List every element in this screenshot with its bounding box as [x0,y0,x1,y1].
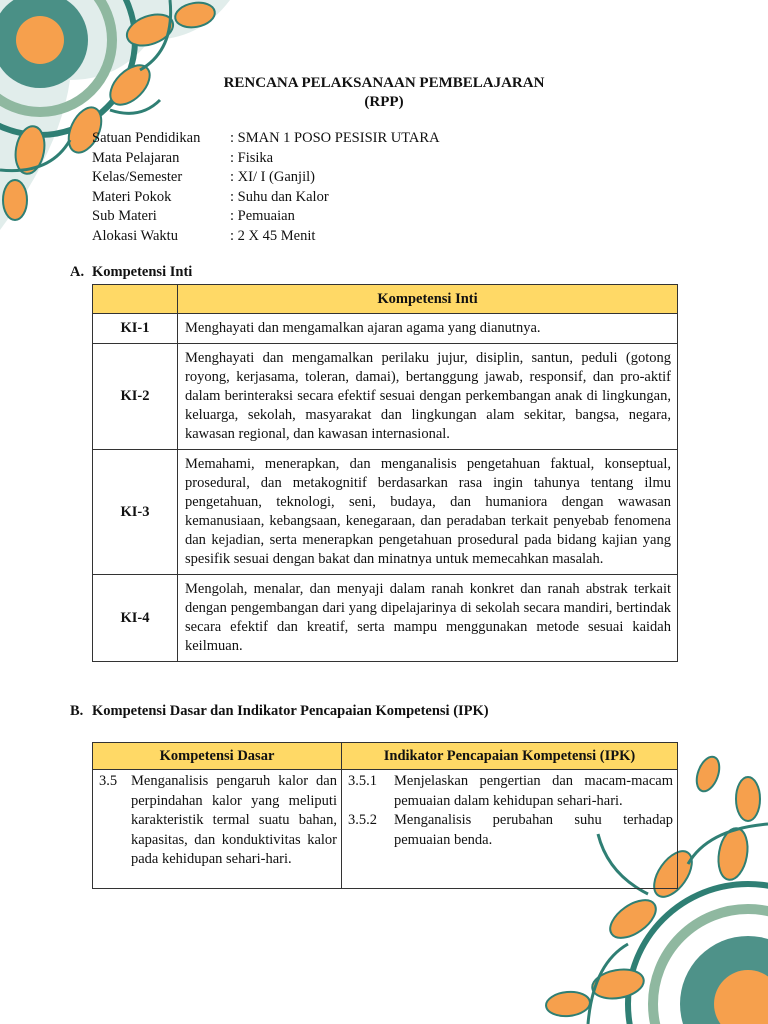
document-title: RENCANA PELAKSANAAN PEMBELAJARAN [223,75,545,91]
kd-ipk-table [92,742,678,889]
ki-description: Menghayati dan mengamalkan ajaran agama yang dianutnya. [178,314,678,344]
section-letter: B. [70,703,84,719]
table-header: Kompetensi Inti [178,285,678,314]
identity-row [92,207,440,227]
kd-text: Menganalisis pengaruh kalor dan perpindahan kalor yang meliputi karakteristik termal suatu bahan, kapasitas, dan konduktivitas kalor pada kehidupan sehari-hari. [131,773,337,867]
identity-label: Kelas/Semester [92,169,183,185]
table-row [93,344,678,450]
identity-row [92,227,440,247]
section-title: Kompetensi Dasar dan Indikator Pencapaian Kompetensi (IPK) [92,703,489,719]
identity-block [92,129,440,246]
identity-value: : Fisika [230,149,274,166]
identity-value: : SMAN 1 POSO PESISIR UTARA [230,130,440,146]
identity-value: : Pemuaian [230,208,295,224]
section-title: Kompetensi Inti [92,264,193,280]
kd-item [99,772,337,870]
kd-cell [93,770,342,889]
identity-row [92,188,440,208]
identity-row [92,149,440,169]
ki-label: KI-3 [93,450,178,575]
identity-label: Alokasi Waktu [92,227,178,244]
identity-row [92,129,440,149]
ki-description: Menghayati dan mengamalkan perilaku jujur, disiplin, santun, peduli (gotong royong, kerjasama, toleran, damai), bertanggung jawab, responsif, dan pro-aktif dalam berinteraksi secara efektif sesuai dengan perkembangan anak di lingkungan, keluarga, sekolah, masyarakat dan lingkungan alam sekitar, bangsa, negara, kawasan regional, dan kawasan internasional. [178,344,678,450]
section-b-heading [70,703,489,720]
identity-value: : 2 X 45 Menit [230,227,316,244]
identity-label: Mata Pelajaran [92,149,180,166]
section-a-heading [70,264,192,281]
section-letter: A. [70,264,85,280]
identity-label: Satuan Pendidikan [92,130,201,146]
ipk-item [348,811,673,850]
kd-number: 3.5 [99,773,118,789]
ki-label: KI-2 [93,344,178,450]
ki-description: Memahami, menerapkan, dan menganalisis pengetahuan faktual, konseptual, prosedural, dan metakognitif berdasarkan rasa ingin tahunya tentang ilmu pengetahuan, teknologi, seni, budaya, dan humaniora dengan wawasan kemanusiaan, kebangsaan, kenegaraan, dan peradaban terkait penyebab fenomena dan kejadian, serta menerapkan pengetahuan prosedural pada bidang kajian yang spesifik sesuai dengan bakat dan minatnya untuk memecahkan masalah. [178,450,678,575]
ipk-text: Menganalisis perubahan suhu terhadap pemuaian benda. [394,812,673,848]
table-header-ipk: Indikator Pencapaian Kompetensi (IPK) [342,743,678,770]
ki-description: Mengolah, menalar, dan menyaji dalam ranah konkret dan ranah abstrak terkait dengan pengembangan dari yang dipelajarinya di sekolah secara mandiri, bertindak secara efektif dan kreatif, serta mampu menggunakan metode sesuai kaidah keilmuan. [178,575,678,662]
ki-label: KI-4 [93,575,178,662]
identity-value: : Suhu dan Kalor [230,188,329,205]
table-row [93,770,678,889]
table-header-row [93,743,678,770]
table-header-kd: Kompetensi Dasar [93,743,342,770]
ipk-item [348,772,673,811]
ki-label: KI-1 [93,314,178,344]
kompetensi-inti-table [92,284,678,662]
table-row [93,450,678,575]
ipk-cell [342,770,678,889]
identity-value: : XI/ I (Ganjil) [230,169,315,185]
identity-row [92,168,440,188]
document-subtitle: (RPP) [364,94,404,110]
identity-label: Materi Pokok [92,188,172,205]
identity-label: Sub Materi [92,208,157,224]
ipk-number: 3.5.2 [348,812,377,828]
table-header-empty [93,285,178,314]
table-row [93,314,678,344]
table-row [93,575,678,662]
ipk-text: Menjelaskan pengertian dan macam-macam pemuaian dalam kehidupan sehari-hari. [394,773,673,809]
table-header-row [93,285,678,314]
ipk-number: 3.5.1 [348,773,377,789]
